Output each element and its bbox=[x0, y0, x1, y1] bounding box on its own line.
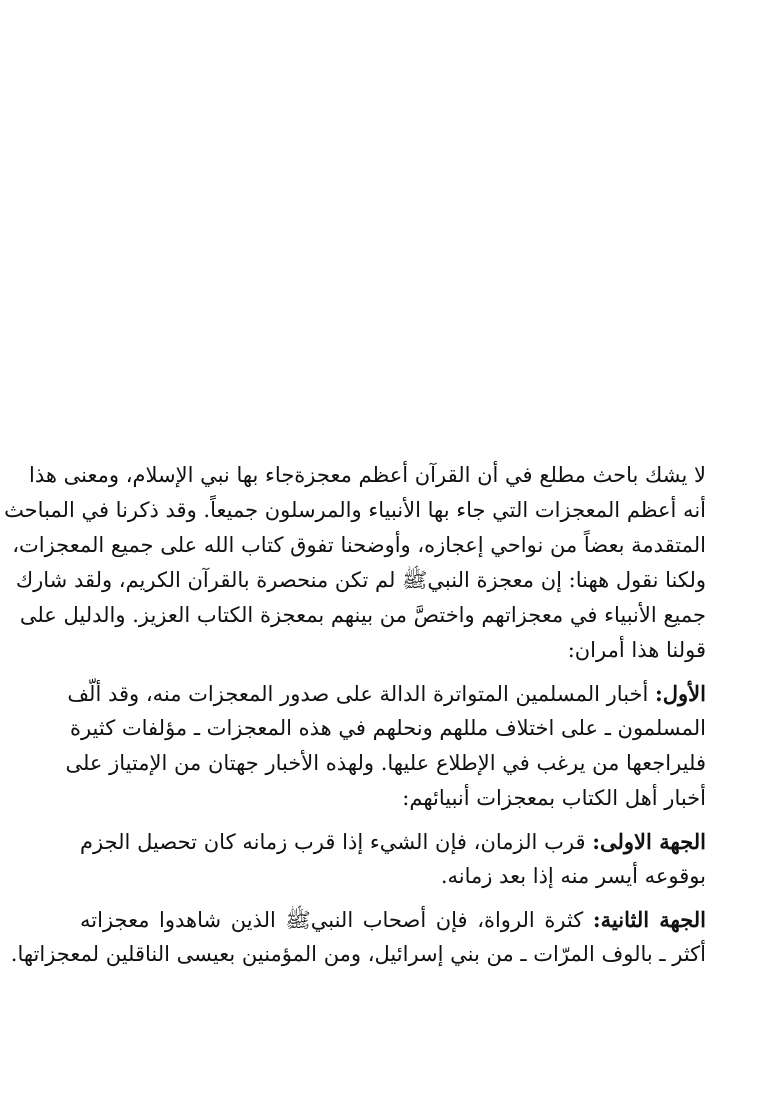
text-line: جميع الأنبياء في معجزاتهم واختصَّ من بينهم بمعجزة الكتاب العزيز. والدليل على bbox=[19, 603, 706, 627]
text-line: أخبار أهل الكتاب بمعجزات أنبيائهم: bbox=[402, 786, 706, 810]
text-line-content: أخبار المسلمين المتواترة الدالة على صدور المعجزات منه، وقد ألّف bbox=[67, 682, 656, 706]
text-line: أنه أعظم المعجزات التي جاء بها الأنبياء والمرسلون جميعاً. وقد ذكرنا في المباحث bbox=[4, 498, 706, 522]
paragraph-intro bbox=[4, 458, 706, 668]
body-text bbox=[4, 458, 707, 972]
text-line-content: كثرة الرواة، فإن أصحاب النبيﷺ الذين شاهدوا معجزاته bbox=[80, 908, 593, 932]
paragraph-heading: الأول: bbox=[655, 681, 706, 706]
text-line: فليراجعها من يرغب في الإطلاع عليها. ولهذه الأخبار جهتان من الإمتياز على bbox=[65, 751, 706, 775]
text-line: بوقوعه أيسر منه إذا بعد زمانه. bbox=[440, 864, 706, 888]
text-line bbox=[80, 902, 706, 937]
text-line: المسلمون ـ على اختلاف مللهم ونحلهم في هذه المعجزات ـ مؤلفات كثيرة bbox=[69, 716, 706, 740]
text-line-content: قرب الزمان، فإن الشيء إذا قرب زمانه كان تحصيل الجزم bbox=[80, 830, 593, 854]
paragraph-first bbox=[65, 676, 706, 816]
text-line: قولنا هذا أمران: bbox=[567, 638, 706, 662]
paragraph-aspect-one bbox=[80, 824, 706, 894]
paragraph-heading: الجهة الاولى: bbox=[592, 829, 706, 854]
paragraph-aspect-two bbox=[10, 902, 707, 972]
paragraph-heading: الجهة الثانية: bbox=[592, 907, 707, 932]
text-line bbox=[67, 676, 706, 711]
text-line: ولكنا نقول ههنا: إن معجزة النبيﷺ لم تكن منحصرة بالقرآن الكريم، ولقد شارك bbox=[15, 568, 706, 592]
text-line bbox=[80, 824, 706, 859]
text-line: أكثر ـ بالوف المرّات ـ من بني إسرائيل، ومن المؤمنين بعيسى الناقلين لمعجزاتها. bbox=[10, 942, 706, 966]
text-line: المتقدمة بعضاً من نواحي إعجازه، وأوضحنا تفوق كتاب الله على جميع المعجزات، bbox=[12, 533, 706, 557]
text-line: لا يشك باحث مطلع في أن القرآن أعظم معجزةجاء بها نبي الإسلام، ومعنى هذا bbox=[29, 463, 706, 487]
